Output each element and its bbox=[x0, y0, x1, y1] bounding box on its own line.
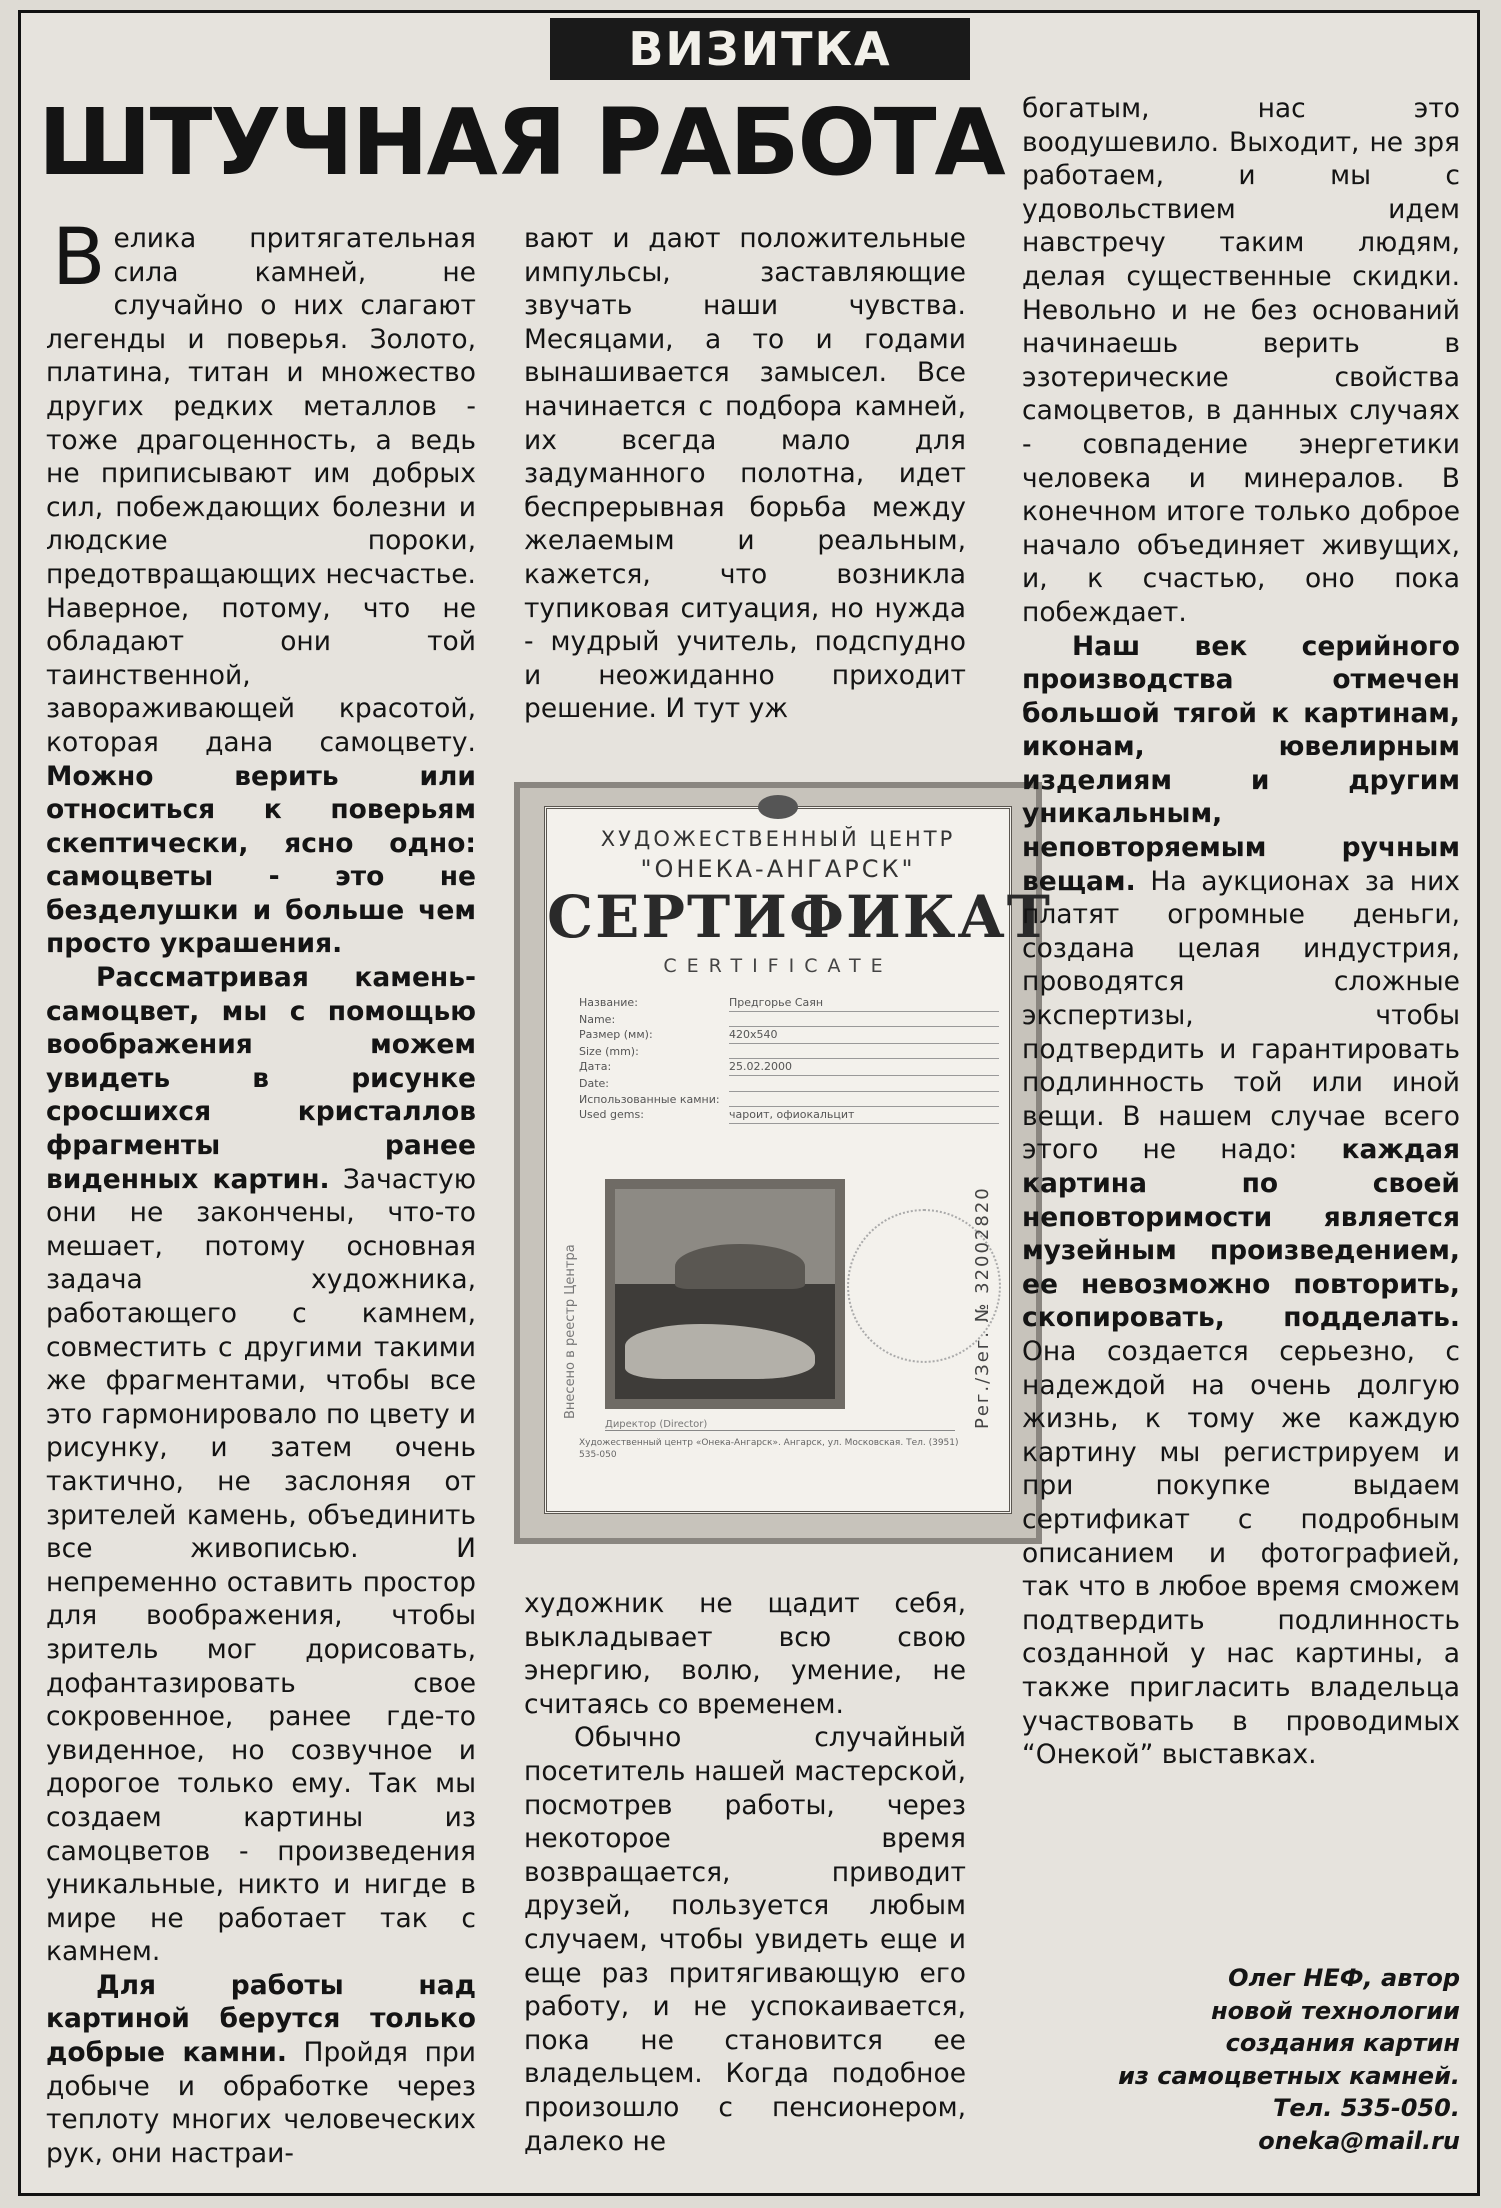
certificate-field: Дата: 25.02.2000 bbox=[579, 1059, 999, 1076]
column-2-bottom-p2: Обычно случайный посетитель нашей мастерской, посмотрев работы, через некоторое время возвращается, приводит друзей, пользуется любым случаем, чтобы увидеть еще и еще раз притягивающую его работу, и не успокаивается, пока не становится ее владельцем. Когда подобное произошло с пенсионером, далеко не bbox=[524, 1722, 966, 2157]
headline: ШТУЧНАЯ РАБОТА bbox=[38, 89, 1004, 196]
author-signature bbox=[1022, 1962, 1460, 2157]
article-column-1 bbox=[46, 213, 476, 2170]
signature-line-2: новой технологии bbox=[1211, 1996, 1460, 2025]
certificate-field: Used gems: чароит, офиокальцит bbox=[579, 1107, 999, 1124]
certificate-field: Название: Предгорье Саян bbox=[579, 995, 999, 1012]
column-3-p2-text: На аукционах за них платят огромные деньги, создана целая индустрия, проводятся сложные экспертизы, чтобы подтвердить и гарантировать подлинность той или иной вещи. В нашем случае всего этого не надо: bbox=[1022, 865, 1460, 1166]
certificate-field: Использованные камни: bbox=[579, 1092, 999, 1108]
article-column-2-bottom bbox=[524, 1587, 966, 2158]
signature-email: oneka@mail.ru bbox=[1258, 2126, 1460, 2155]
certificate-field: Date: bbox=[579, 1076, 999, 1092]
column-3-p2-text-2: Она создается серьезно, с надеждой на очень долгую жизнь, к тому же каждую картину мы регистрируем и при покупке выдаем сертификат с подробным описанием и фотографией, так что в любое время сможем подтвердить подлинность созданной у нас картины, а также пригласить владельца участвовать в проводимых “Онекой” выставках. bbox=[1022, 1335, 1460, 1771]
signature-line-1: Олег НЕФ, автор bbox=[1228, 1964, 1460, 1992]
paragraph-2-bold: Рассматривая камень-самоцвет, мы с помощью воображения можем увидеть в рисунке сросшихся кристаллов фрагменты ранее виденных картин. bbox=[46, 962, 476, 1195]
article-column-3 bbox=[1022, 92, 1460, 1772]
drop-cap: В bbox=[52, 213, 106, 303]
certificate-registry-note: Внесено в реестр Центра bbox=[563, 1244, 578, 1419]
column-3-p2-bold-2: каждая картина по своей неповторимости является музейным произведением, ее невозможно повторить, скопировать, подделать. bbox=[1022, 1134, 1460, 1334]
certificate-image bbox=[514, 782, 1052, 1544]
article-column-2-top bbox=[524, 222, 966, 726]
paragraph-1-bold: Можно верить или относиться к поверьям скептически, ясно одно: самоцветы - это не безделушки и больше чем просто украшения. bbox=[46, 760, 476, 960]
certificate-field: Size (mm): bbox=[579, 1044, 999, 1060]
paragraph-3 bbox=[46, 1969, 476, 2171]
certificate-title: СЕРТИФИКАТ bbox=[547, 883, 1052, 951]
paragraph-1 bbox=[46, 213, 476, 961]
paragraph-3-text: Пройдя при добыче и обработке через теплоту многих человеческих рук, они настраи- bbox=[46, 2037, 476, 2169]
certificate-field: Размер (мм): 420х540 bbox=[579, 1027, 999, 1044]
column-3-p2-bold: Наш век серийного производства отмечен большой тягой к картинам, иконам, ювелирным изделиям и другим уникальным, неповторяемым ручным вещам. bbox=[1022, 630, 1460, 897]
column-2-top-text: вают и дают положительные импульсы, заставляющие звучать наши чувства. Месяцами, а то и годами вынашивается замысел. Все начинается с подбора камней, их всегда мало для задуманного полотна, идет беспрерывная борьба между желаемым и реальным, кажется, что возникла тупиковая ситуация, но нужда - мудрый учитель, подспудно и неожиданно приходит решение. И тут уж bbox=[524, 223, 966, 725]
certificate-fields bbox=[579, 995, 999, 1124]
paragraph-2 bbox=[46, 961, 476, 1969]
column-3-p1: богатым, нас это воодушевило. Выходит, не зря работаем, и мы с удовольствием идем навстречу таким людям, делая существенные скидки. Невольно и не без оснований начинаешь верить в эзотерические свойства самоцветов, в данных случаях - совпадение энергетики человека и минералов. В конечном итоге только доброе начало объединяет живущих, и, к счастью, оно пока побеждает. bbox=[1022, 93, 1460, 628]
paragraph-2-text: Зачастую они не закончены, что-то мешает, потому основная задача художника, работающего с камнем, совместить с другими такими же фрагментами, чтобы все это гармонировало по цвету и рисунку, и затем очень тактично, не заслоняя от зрителей камень, объединить все живописью. И непременно оставить простор для воображения, чтобы зритель мог дорисовать, дофантазировать свое сокровенное, ранее где-то увиденное, но созвучное и дорогое только ему. Так мы создаем картины из самоцветов - произведения уникальные, никто и нигде в мире не работает так с камнем. bbox=[46, 1163, 476, 1968]
signature-phone: Тел. 535-050. bbox=[1273, 2094, 1460, 2122]
certificate-field: Name: bbox=[579, 1012, 999, 1028]
signature-line-3: создания картин bbox=[1225, 2029, 1460, 2057]
column-2-bottom-p1: художник не щадит себя, выкладывает всю свою энергию, волю, умение, не считаясь со временем. bbox=[524, 1588, 966, 1720]
certificate-issuer-name: "ОНЕКА-АНГАРСК" bbox=[640, 855, 916, 883]
certificate-artwork-photo bbox=[605, 1179, 845, 1409]
certificate-footer: Художественный центр «Онека-Ангарск». Ангарск, ул. Московская. Тел. (3951) 535-050 bbox=[579, 1438, 959, 1460]
certificate-issuer: ХУДОЖЕСТВЕННЫЙ ЦЕНТР bbox=[600, 827, 956, 851]
signature-line-4: из самоцветных камней. bbox=[1118, 2061, 1460, 2090]
paragraph-3-bold: Для работы над картиной берутся только добрые камни. bbox=[46, 1969, 476, 2069]
certificate-reg-number: Рег./Зег. № 32002820 bbox=[972, 1186, 993, 1429]
paragraph-1-text: елика притягательная сила камней, не случайно о них слагают легенды и поверья. Золото, платина, титан и множество других редких металлов - тоже драгоценность, а ведь не приписывают им добрых сил, побеждающих болезни и людские пороки, предотвращающих несчастье. Наверное, потому, что не обладают они той таинственной, завораживающей красотой, которая дана самоцвету. bbox=[46, 223, 476, 758]
certificate-emblem-icon bbox=[758, 795, 798, 819]
column-3-p2 bbox=[1022, 630, 1460, 1772]
certificate-border bbox=[544, 806, 1052, 1514]
certificate-title-en: CERTIFICATE bbox=[663, 955, 893, 977]
certificate-signature-line: Директор (Director) bbox=[605, 1419, 955, 1431]
rubric-label: ВИЗИТКА bbox=[550, 18, 970, 80]
